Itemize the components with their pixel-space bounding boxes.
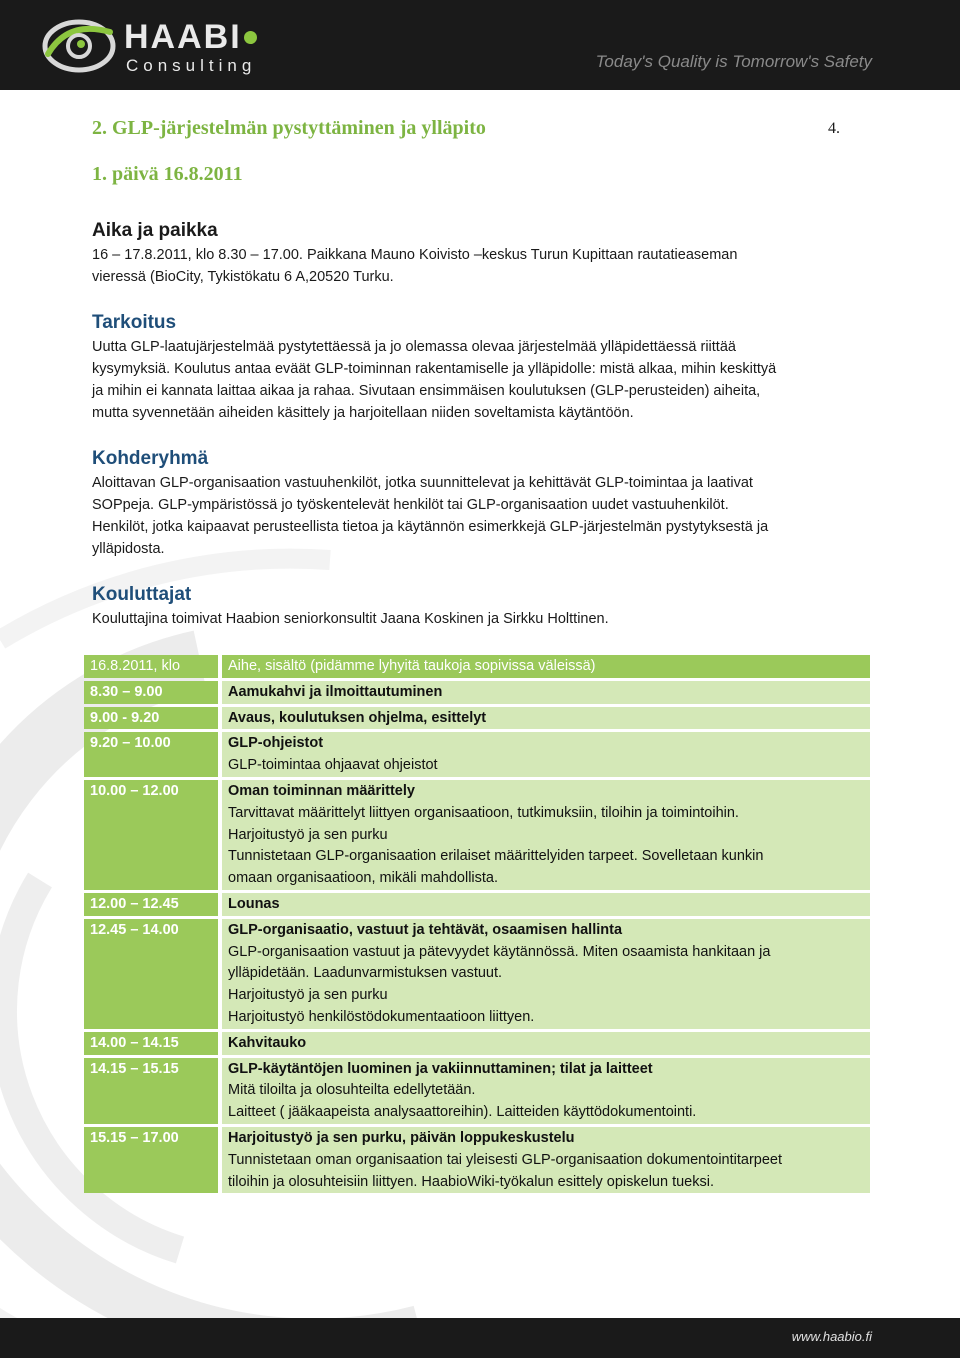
schedule-activity-title: Oman toiminnan määrittely <box>228 782 415 799</box>
schedule-table <box>84 652 870 1196</box>
schedule-row <box>84 919 870 1029</box>
footer-bar <box>0 1318 960 1358</box>
schedule-row <box>84 780 870 890</box>
schedule-description <box>218 681 870 704</box>
text-line: kysymyksiä. Koulutus antaa eväät GLP-toiminnan rakentamiselle ja ylläpidolle: mistä alkaa, mihin keskittyä <box>92 361 777 377</box>
schedule-activity-title: GLP-käytäntöjen luominen ja vakiinnuttaminen; tilat ja laitteet <box>228 1060 653 1077</box>
schedule-activity-title: Harjoitustyö ja sen purku, päivän loppukeskustelu <box>228 1129 575 1146</box>
schedule-activity-title: Avaus, koulutuksen ohjelma, esittelyt <box>228 709 487 726</box>
section-text-time-place <box>92 244 867 288</box>
schedule-time: 15.15 – 17.00 <box>84 1127 218 1193</box>
schedule-detail-line: Tunnistetaan GLP-organisaation erilaiset määrittelyiden tarpeet. Sovelletaan kunkin <box>228 848 764 865</box>
schedule-row <box>84 681 870 704</box>
section-text-trainers <box>92 608 867 630</box>
main-title: 2. GLP-järjestelmän pystyttäminen ja ylläpito <box>92 117 486 139</box>
schedule-detail-line: Tarvittavat määrittelyt liittyen organisaatioon, tutkimuksiin, tiloihin ja toimintoihin. <box>228 804 739 821</box>
schedule-row <box>84 1032 870 1055</box>
section-heading-target-group: Kohderyhmä <box>92 448 209 469</box>
schedule-description <box>218 1058 870 1124</box>
tagline: Today's Quality is Tomorrow's Safety <box>595 52 872 71</box>
schedule-time: 14.15 – 15.15 <box>84 1058 218 1124</box>
schedule-row <box>84 1058 870 1124</box>
logo[interactable] <box>38 14 278 78</box>
text-line: ylläpidosta. <box>92 541 165 557</box>
schedule-detail-line: Harjoitustyö henkilöstödokumentaatioon liittyen. <box>228 1008 535 1025</box>
schedule-description <box>218 1127 870 1193</box>
schedule-detail-line: omaan organisaatioon, mikäli mahdollista. <box>228 870 499 887</box>
schedule-detail-line: tiloihin ja olosuhteisiin liittyen. HaabioWiki-työkalun esittely opiskelun tueksi. <box>228 1173 714 1190</box>
schedule-activity-title: GLP-ohjeistot <box>228 735 324 752</box>
schedule-row <box>84 732 870 777</box>
text-line: Uutta GLP-laatujärjestelmää pystytettäessä ja jo olemassa olevaa järjestelmää ylläpidettäessä riittää <box>92 339 736 355</box>
schedule-time: 14.00 – 14.15 <box>84 1032 218 1055</box>
schedule-description <box>218 893 870 916</box>
schedule-header-time: 16.8.2011, klo <box>84 655 218 678</box>
schedule-activity-title: Kahvitauko <box>228 1034 307 1051</box>
text-line: mutta syvennetään aiheiden käsittely ja harjoitellaan niiden soveltamista käytäntöön. <box>92 405 634 421</box>
schedule-time: 9.20 – 10.00 <box>84 732 218 777</box>
schedule-time: 9.00 - 9.20 <box>84 707 218 730</box>
schedule-activity-title: Aamukahvi ja ilmoittautuminen <box>228 683 443 700</box>
schedule-description <box>218 707 870 730</box>
schedule-detail-line: ylläpidetään. Laadunvarmistuksen vastuut. <box>228 965 503 982</box>
schedule-time: 8.30 – 9.00 <box>84 681 218 704</box>
page-number: 4. <box>828 120 840 137</box>
text-line: Henkilöt, jotka kaipaavat perusteellista tietoa ja käytännön esimerkkejä GLP-järjestelmän pystytyksestä ja <box>92 519 769 535</box>
section-heading-purpose: Tarkoitus <box>92 312 177 333</box>
text-line: Kouluttajina toimivat Haabion seniorkonsultit Jaana Koskinen ja Sirkku Holttinen. <box>92 611 609 627</box>
text-line: ja mihin ei kannata laittaa aikaa ja rahaa. Sivutaan ensimmäisen koulutuksen (GLP-perusteiden) aiheita, <box>92 383 761 399</box>
schedule-row <box>84 1127 870 1193</box>
text-line: vieressä (BioCity, Tykistökatu 6 A,20520 Turku. <box>92 269 394 285</box>
schedule-row <box>84 707 870 730</box>
schedule-detail-line: GLP-organisaation vastuut ja pätevyydet käytännössä. Miten osaamista hankitaan ja <box>228 943 771 960</box>
haabio-logo-icon <box>38 14 120 78</box>
schedule-header-row <box>84 655 870 678</box>
logo-subtitle: Consulting <box>126 56 257 75</box>
schedule-time: 12.45 – 14.00 <box>84 919 218 1029</box>
section-heading-trainers: Kouluttajat <box>92 584 192 605</box>
schedule-detail-line: Tunnistetaan oman organisaation tai yleisesti GLP-organisaation dokumentointitarpeet <box>228 1151 783 1168</box>
text-line: SOPpeja. GLP-ympäristössä jo työskentelevät henkilöt tai GLP-organisaation uudet vastuuhenkilöt. <box>92 497 729 513</box>
footer-url[interactable]: www.haabio.fi <box>791 1329 872 1344</box>
logo-name: HAABI <box>124 18 257 56</box>
schedule-detail-line: Harjoitustyö ja sen purku <box>228 987 388 1004</box>
header-bar <box>0 0 960 90</box>
schedule-detail-line: Laitteet ( jääkaapeista analysaattoreihin). Laitteiden käyttödokumentointi. <box>228 1104 697 1121</box>
schedule-detail-line: Mitä tiloilta ja olosuhteilta edellytetään. <box>228 1082 476 1099</box>
schedule-activity-title: GLP-organisaatio, vastuut ja tehtävät, osaamisen hallinta <box>228 921 623 938</box>
schedule-detail-line: GLP-toimintaa ohjaavat ohjeistot <box>228 757 438 774</box>
section-text-purpose <box>92 336 867 424</box>
section-text-target-group <box>92 472 867 560</box>
schedule-detail-line: Harjoitustyö ja sen purku <box>228 826 388 843</box>
schedule-row <box>84 893 870 916</box>
text-line: Aloittavan GLP-organisaation vastuuhenkilöt, jotka suunnittelevat ja kehittävät GLP-toimintaa ja laativat <box>92 475 753 491</box>
section-heading-time-place: Aika ja paikka <box>92 220 218 241</box>
schedule-description <box>218 1032 870 1055</box>
schedule-description <box>218 780 870 890</box>
schedule-description <box>218 732 870 777</box>
schedule-description <box>218 919 870 1029</box>
schedule-time: 12.00 – 12.45 <box>84 893 218 916</box>
schedule-header-desc: Aihe, sisältö (pidämme lyhyitä taukoja sopivissa väleissä) <box>218 655 870 678</box>
schedule-time: 10.00 – 12.00 <box>84 780 218 890</box>
day-title: 1. päivä 16.8.2011 <box>92 163 243 185</box>
text-line: 16 – 17.8.2011, klo 8.30 – 17.00. Paikkana Mauno Koivisto –keskus Turun Kupittaan rautatieaseman <box>92 247 738 263</box>
schedule-activity-title: Lounas <box>228 895 280 912</box>
